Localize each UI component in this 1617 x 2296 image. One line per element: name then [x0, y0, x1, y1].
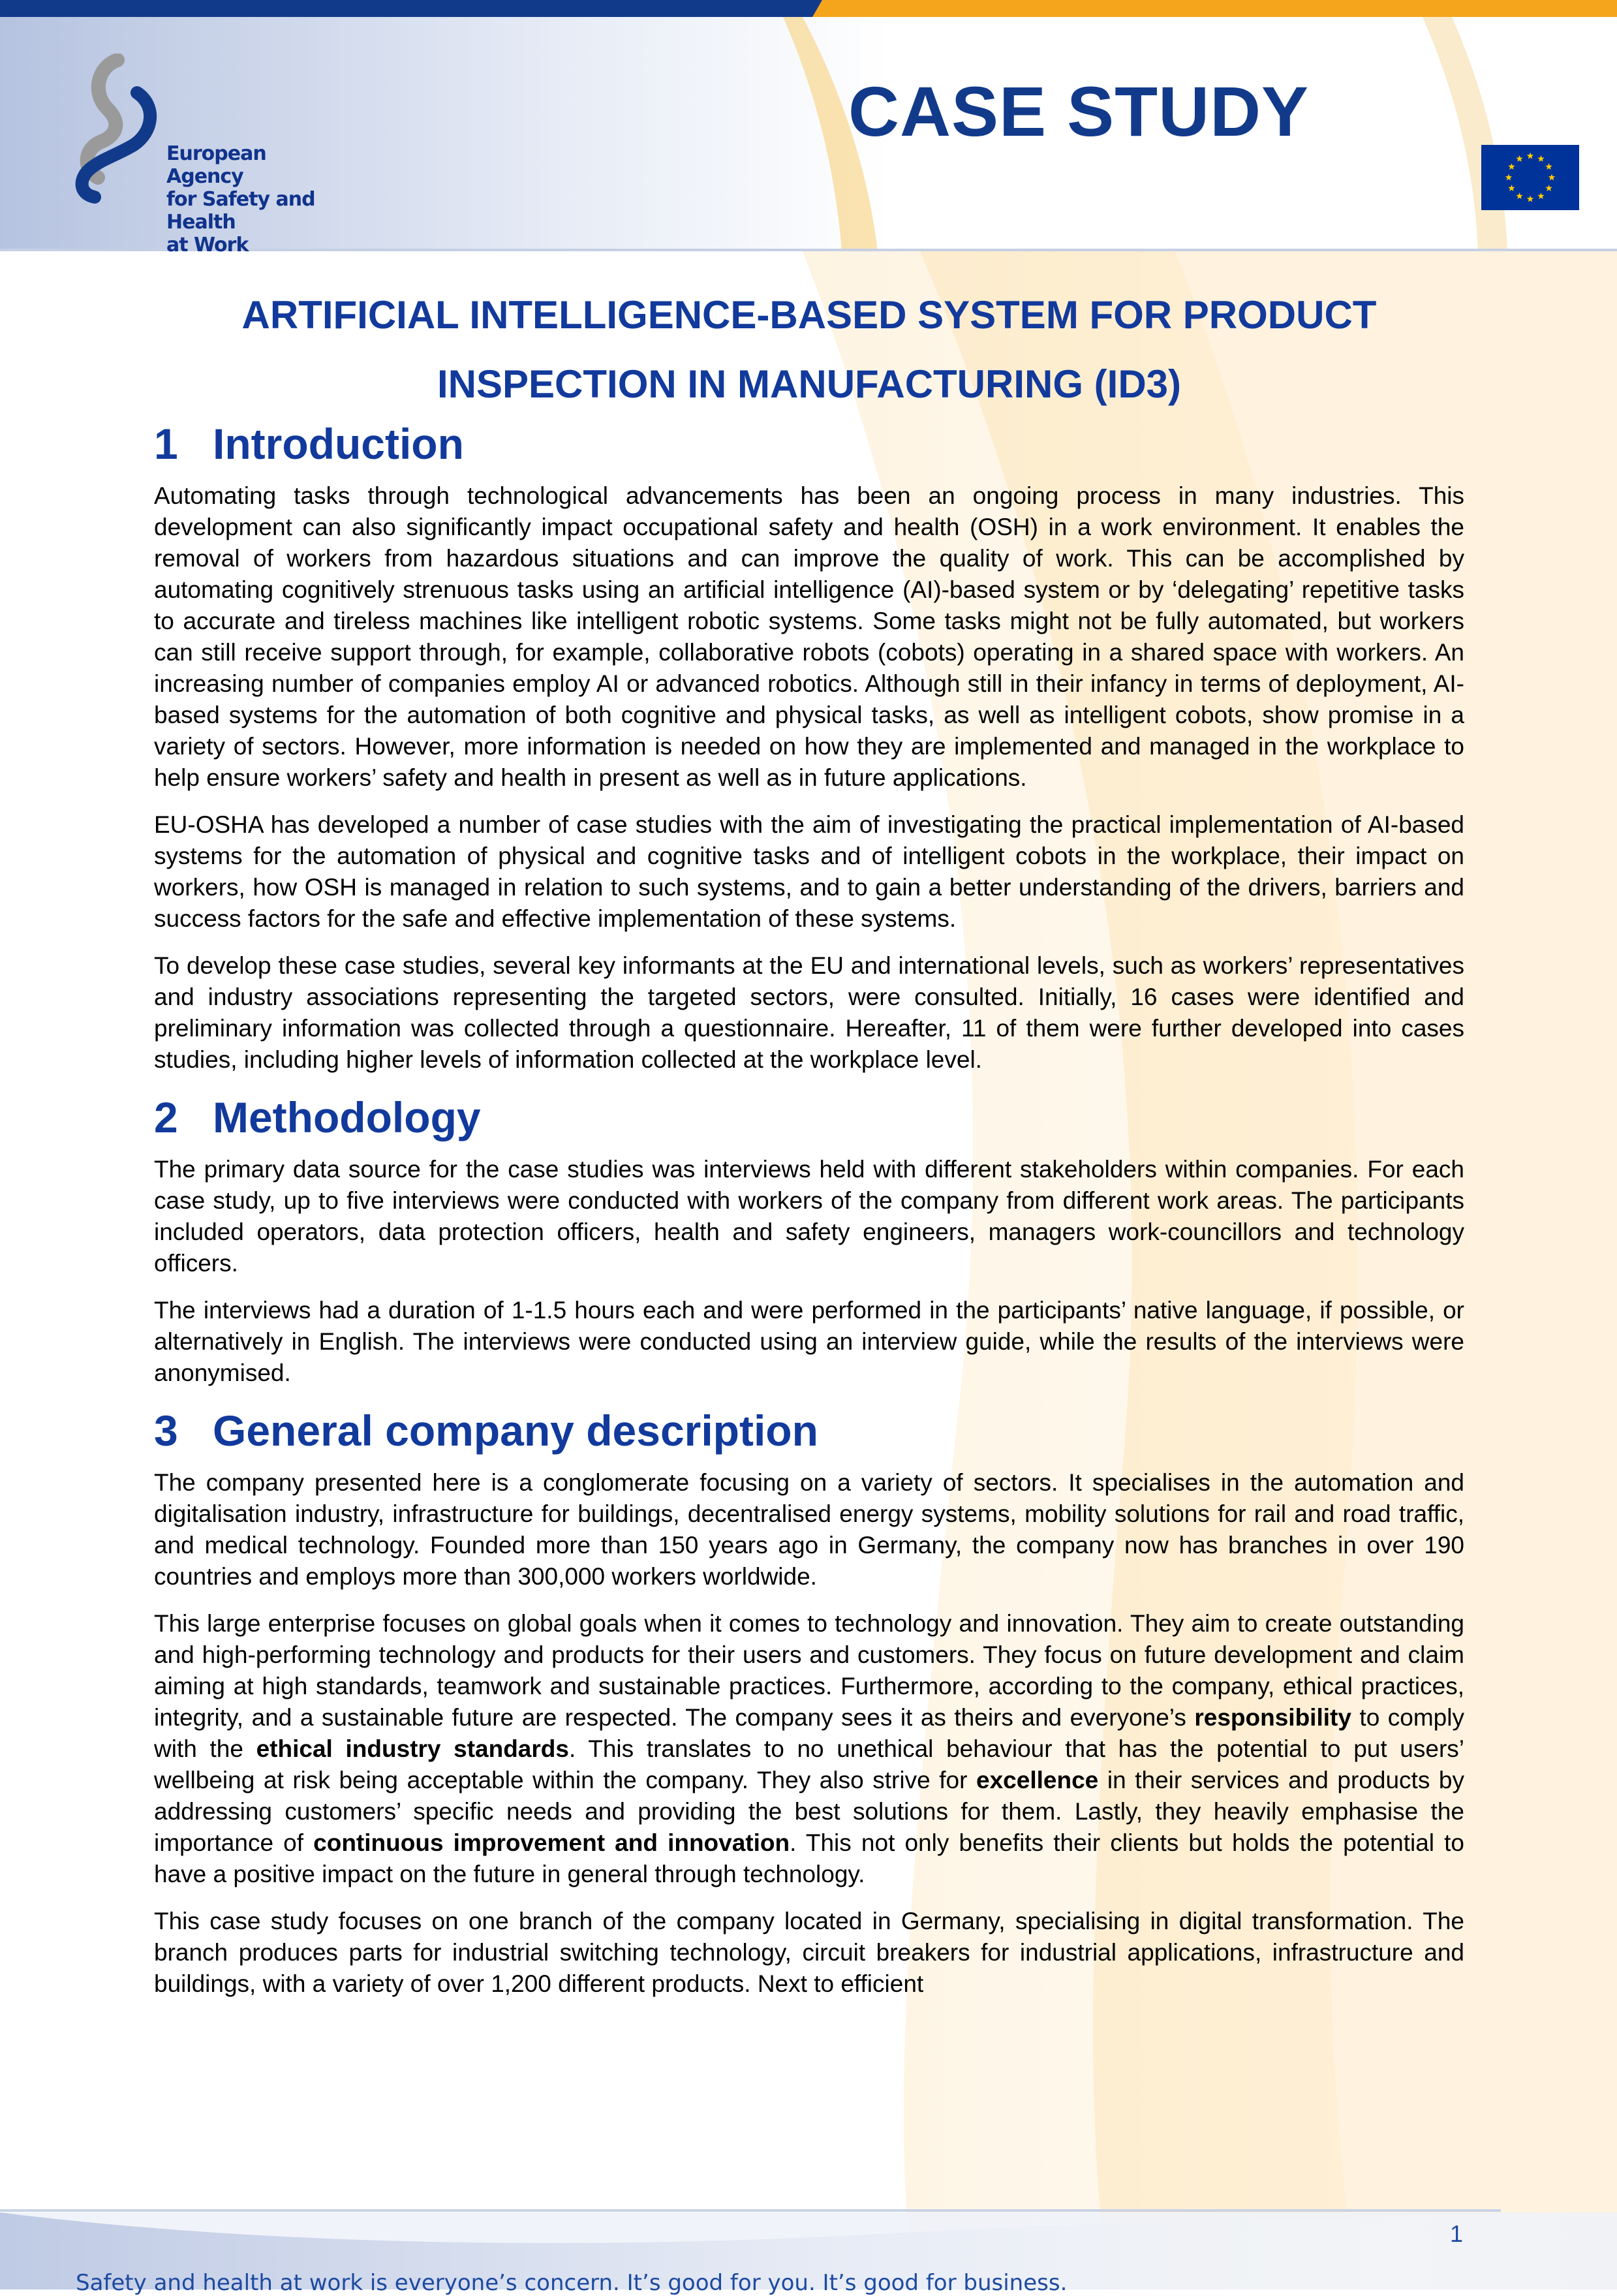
section-title: Methodology — [213, 1093, 481, 1141]
emphasis: excellence — [976, 1767, 1099, 1793]
emphasis: continuous improvement and innovation — [313, 1829, 790, 1856]
section-heading — [154, 1404, 1464, 1457]
document-title — [154, 281, 1464, 419]
paragraph: EU-OSHA has developed a number of case studies with the aim of investigating the practical implementation of AI-based systems for the automation of physical and cognitive tasks and of intelligent cobots in the workplace, their impact on workers, how OSH is managed in relation to such systems, and to gain a better understanding of the drivers, barriers and success factors for the safe and effective implementation of these systems. — [154, 811, 1464, 932]
title-line: ARTIFICIAL INTELLIGENCE-BASED SYSTEM FOR PRODUCT — [241, 293, 1377, 337]
agency-name-line: for Safety and Health — [166, 188, 315, 234]
main-content — [154, 281, 1464, 2015]
emphasis: ethical industry standards — [256, 1735, 569, 1762]
paragraph: This case study focuses on one branch of the company located in Germany, specialising in digital transformation. The branch produces parts for industrial switching technology, circuit breakers for industrial applications, infrastructure and buildings, with a variety of over 1,200 different products. Next to efficient — [154, 1908, 1464, 1997]
text-run: This large enterprise focuses on global goals when it comes to technology and innovation. They aim to create outstanding and high-performing technology and products for their users and customers. They focus on future development and claim aiming at high standards, teamwork and sustainable practices. Furthermore, according to the company, ethical practices, integrity, and a sustainable future are respected. The company sees it as theirs and everyone’s — [154, 1610, 1464, 1731]
section-heading — [154, 418, 1464, 470]
section-number: 3 — [154, 1406, 178, 1455]
footer-slogan: Safety and health at work is everyone’s concern. It’s good for you. It’s good for business. — [76, 2270, 1068, 2296]
agency-name-line: European Agency — [166, 142, 266, 188]
agency-name-line: at Work — [166, 234, 249, 256]
section-number: 2 — [154, 1093, 178, 1141]
footer-divider — [0, 2209, 1501, 2212]
paragraph: The interviews had a duration of 1-1.5 hours each and were performed in the participants’ native language, if possible, or alternatively in English. The interviews were conducted using an interview guide, while the results of the interviews were anonymised. — [154, 1297, 1464, 1386]
logo-mark-icon — [72, 54, 176, 217]
text-run: to comply with the — [154, 1704, 1464, 1762]
paragraph — [154, 1608, 1464, 1890]
agency-name — [166, 142, 346, 256]
section-title: Introduction — [213, 420, 464, 468]
eu-osha-logo — [72, 54, 346, 256]
section-heading — [154, 1091, 1464, 1143]
text-run: in their services and products by addressing customers’ specific needs and providing the best solutions for them. Lastly, they heavily emphasise the importance of — [154, 1767, 1465, 1856]
paragraph: Automating tasks through technological advancements has been an ongoing process in many industries. This development can also significantly impact occupational safety and health (OSH) in a work environment. It enables the removal of workers from hazardous situations and can improve the quality of work. This can be accomplished by automating cognitively strenuous tasks using an artificial intelligence (AI)-based system or by ‘delegating’ repetitive tasks to accurate and tireless machines like intelligent robotic systems. Some tasks might not be fully automated, but workers can still receive support through, for example, collaborative robots (cobots) operating in a shared space with workers. An increasing number of companies employ AI or advanced robotics. Although still in their infancy in terms of deployment, AI-based systems for the automation of both cognitive and physical tasks, as well as intelligent cobots, show promise in a variety of sectors. However, more information is needed on how they are implemented and managed in the workplace to help ensure workers’ safety and health in present as well as in future applications. — [154, 482, 1464, 791]
text-run: . This not only benefits their clients but holds the potential to have a positive impact on the future in general through technology. — [154, 1829, 1464, 1887]
text-run: . This translates to no unethical behaviour that has the potential to put users’ wellbeing at risk being acceptable within the company. They also strive for — [154, 1735, 1465, 1793]
paragraph: The company presented here is a conglomerate focusing on a variety of sectors. It specialises in the automation and digitalisation industry, infrastructure for buildings, decentralised energy systems, mobility solutions for rail and road traffic, and medical technology. Founded more than 150 years ago in Germany, the company now has branches in over 190 countries and employs more than 300,000 workers worldwide. — [154, 1469, 1464, 1590]
eu-flag-icon — [1481, 145, 1579, 210]
page-header — [0, 0, 1617, 256]
section-number: 1 — [154, 420, 178, 468]
page-number: 1 — [1450, 2220, 1464, 2247]
emphasis: responsibility — [1194, 1704, 1351, 1731]
case-study-label: CASE STUDY — [848, 72, 1310, 151]
paragraph: To develop these case studies, several key informants at the EU and international levels, such as workers’ representatives and industry associations representing the targeted sectors, were consulted. Initially, 16 cases were identified and preliminary information was collected through a questionnaire. Hereafter, 11 of them were further developed into cases studies, including higher levels of information collected at the workplace level. — [154, 952, 1464, 1073]
paragraph: The primary data source for the case studies was interviews held with different stakeholders within companies. For each case study, up to five interviews were conducted with workers of the company from different work areas. The participants included operators, data protection officers, health and safety engineers, managers work-councillors and technology officers. — [154, 1156, 1464, 1277]
title-line: INSPECTION IN MANUFACTURING (ID3) — [437, 362, 1181, 406]
section-title: General company description — [213, 1406, 818, 1455]
